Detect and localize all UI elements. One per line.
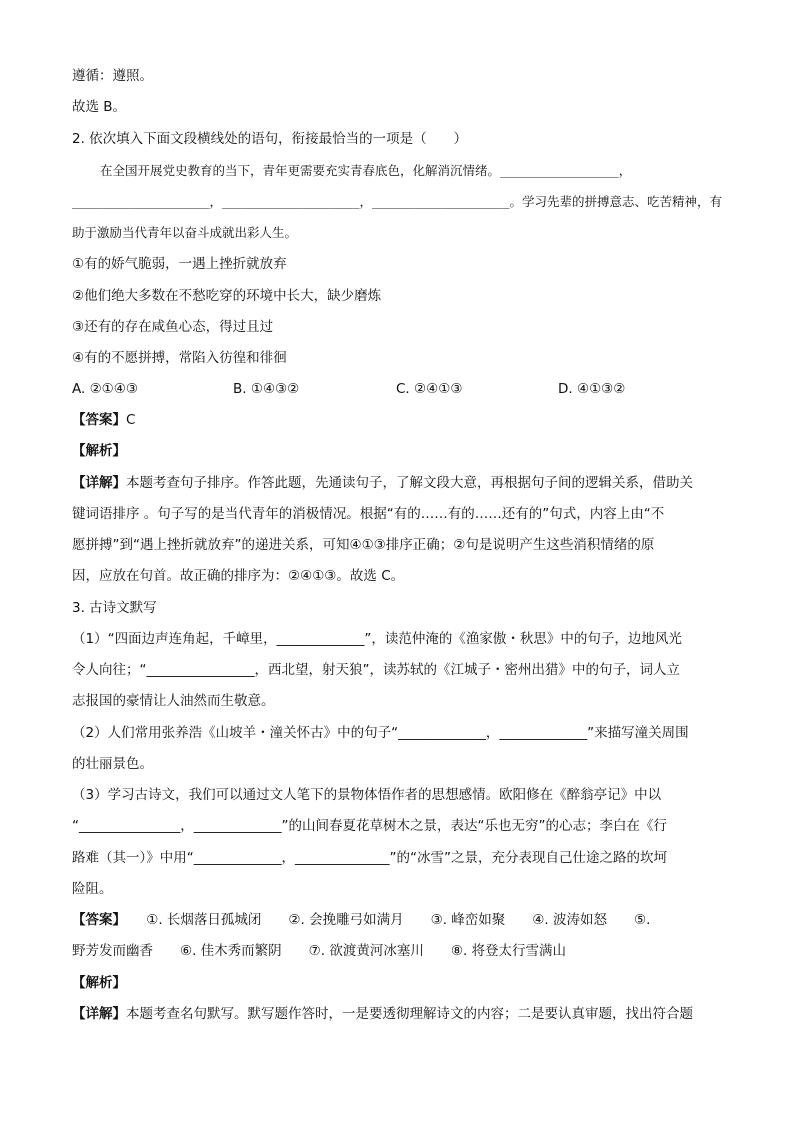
answer-list: ①. 长烟落日孤城闭 ②. 会挽雕弓如满月 ③. 峰峦如聚 ④. 波涛如怒 ⑤. [146,912,651,928]
poem-line: 令人向往；“________________，西北望，射天狼”，读苏轼的《江城子・密州出猎》中的句子，词人立 [72,662,680,678]
question-2-title: 2. 依次填入下面文段横线处的语句，衔接最恰当的一项是（ ） [72,131,468,147]
choice-c: C. ②④①③ [396,381,463,397]
poem-line: 志报国的豪情让人油然而生敬意。 [72,693,275,709]
answer-value: C [126,412,136,428]
poem-line: “_______________，_____________”的山间春夏花草树木之景，表达“乐也无穷”的心志；李白在《行 [72,818,667,834]
detail-text: 本题考查句子排序。作答此题，先通读句子，了解文段大意，再根据句子间的逻辑关系，借助关 [126,475,693,491]
passage-line: 在全国开展党史教育的当下，青年更需要充实青春底色，化解消沉情绪。___________________， [100,163,632,178]
passage-line: ______________________，______________________，______________________。学习先辈的拼搏意志、吃苦精神，有 [72,194,723,209]
answer-line [72,910,724,930]
question-3-title: 3. 古诗文默写 [72,600,157,616]
poem-line: （1）“四面边声连角起，千嶂里，_____________”，读范仲淹的《渔家傲・秋思》中的句子，边地风光 [72,631,682,647]
detail-tag: 【详解】 [72,475,126,491]
sentence-option: ②他们绝大多数在不愁吃穿的环境中长大，缺少磨炼 [72,288,382,304]
poem-line: （2）人们常用张养浩《山坡羊・潼关怀古》中的句子“_____________，_____________”来描写潼关周围 [72,725,689,741]
text-line: 遵循：遵照。 [72,68,153,84]
detail-line [72,1004,724,1024]
analysis-tag: 【解析】 [72,443,126,459]
detail-line: 键词语排序 。句子写的是当代青年的消极情况。根据“有的……有的……还有的”句式，内容上由“不 [72,506,665,522]
analysis-tag: 【解析】 [72,975,126,991]
sentence-option: ①有的娇气脆弱，一遇上挫折就放弃 [72,256,287,272]
choice-d: D. ④①③② [558,381,626,397]
detail-line [72,473,724,493]
choice-b: B. ①④③② [233,381,300,397]
detail-text: 本题考查名句默写。默写题作答时，一是要透彻理解诗文的内容；二是要认真审题，找出符合题 [126,1006,693,1022]
poem-line: 路难（其一）》中用“_____________，______________”的“冰雪”之景，充分表现自己仕途之路的坎坷 [72,850,667,866]
text-line: 故选 B。 [72,99,127,115]
detail-line: 因，应放在句首。故正确的排序为：②④①③。故选 C。 [72,568,405,584]
answer-line: 野芳发而幽香 ⑥. 佳木秀而繁阴 ⑦. 欲渡黄河冰塞川 ⑧. 将登太行雪满山 [72,943,567,959]
sentence-option: ④有的不愿拼搏，常陷入彷徨和徘徊 [72,350,287,366]
answer-line [72,410,724,430]
passage-line: 助于激励当代青年以奋斗成就出彩人生。 [72,225,298,240]
poem-line: 险阻。 [72,881,113,897]
detail-tag: 【详解】 [72,1006,126,1022]
choice-a: A. ②①④③ [72,381,138,397]
poem-line: 的壮丽景色。 [72,756,153,772]
sentence-option: ③还有的存在咸鱼心态，得过且过 [72,319,274,335]
poem-line: （3）学习古诗文，我们可以通过文人笔下的景物体悟作者的思想感情。欧阳修在《醉翁亭记》中以 [72,787,662,803]
answer-tag: 【答案】 [72,912,120,928]
answer-tag: 【答案】 [72,412,126,428]
detail-line: 愿拼搏”到“遇上挫折就放弃”的递进关系，可知④①③排序正确；②句是说明产生这些消积情绪的原 [72,537,655,553]
